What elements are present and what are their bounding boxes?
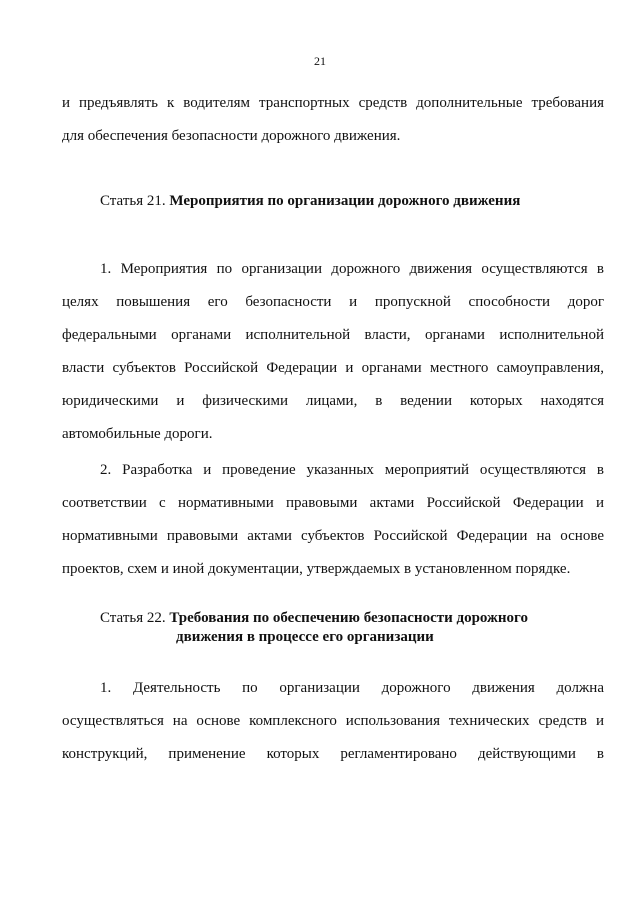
intro-line-2: для обеспечения безопасности дорожного движения. (62, 128, 401, 144)
article-21-title: Мероприятия по организации дорожного движения (169, 193, 521, 209)
article-22-title-line-2: движения в процессе его организации (176, 629, 434, 645)
a21-p1-line-4: власти субъектов Российской Федерации и органами местного самоуправления, (62, 360, 604, 376)
a21-p2-line-1: 2. Разработка и проведение указанных мероприятий осуществляются в (100, 462, 604, 478)
intro-line-1: и предъявлять к водителям транспортных средств дополнительные требования (62, 95, 604, 111)
article-21-paragraph-1 (62, 253, 604, 451)
article-21-paragraph-2 (62, 454, 604, 586)
a21-p1-line-6: автомобильные дороги. (62, 426, 213, 442)
a21-p2-line-4: проектов, схем и иной документации, утверждаемых в установленном порядке. (62, 561, 571, 577)
article-22-paragraph-1 (62, 672, 604, 771)
article-21-heading (100, 192, 520, 211)
intro-paragraph (62, 87, 604, 153)
a21-p1-line-1: 1. Мероприятия по организации дорожного движения осуществляются в (100, 261, 604, 277)
page-number: 21 (314, 54, 326, 68)
a22-p1-line-3: конструкций, применение которых регламентировано действующими в (62, 746, 604, 762)
a21-p1-line-2: целях повышения его безопасности и пропускной способности дорог (62, 294, 604, 310)
article-22-title-line-1: Требования по обеспечению безопасности дорожного (169, 610, 528, 626)
a21-p1-line-5: юридическими и физическими лицами, в ведении которых находятся (62, 393, 604, 409)
a21-p1-line-3: федеральными органами исполнительной власти, органами исполнительной (62, 327, 604, 343)
article-22-heading (100, 609, 528, 647)
article-21-label: Статья 21. (100, 193, 166, 209)
article-22-label: Статья 22. (100, 610, 166, 626)
a21-p2-line-3: нормативными правовыми актами субъектов Российской Федерации на основе (62, 528, 604, 544)
a21-p2-line-2: соответствии с нормативными правовыми актами Российской Федерации и (62, 495, 604, 511)
a22-p1-line-2: осуществляться на основе комплексного использования технических средств и (62, 713, 604, 729)
a22-p1-line-1: 1. Деятельность по организации дорожного движения должна (100, 680, 604, 696)
